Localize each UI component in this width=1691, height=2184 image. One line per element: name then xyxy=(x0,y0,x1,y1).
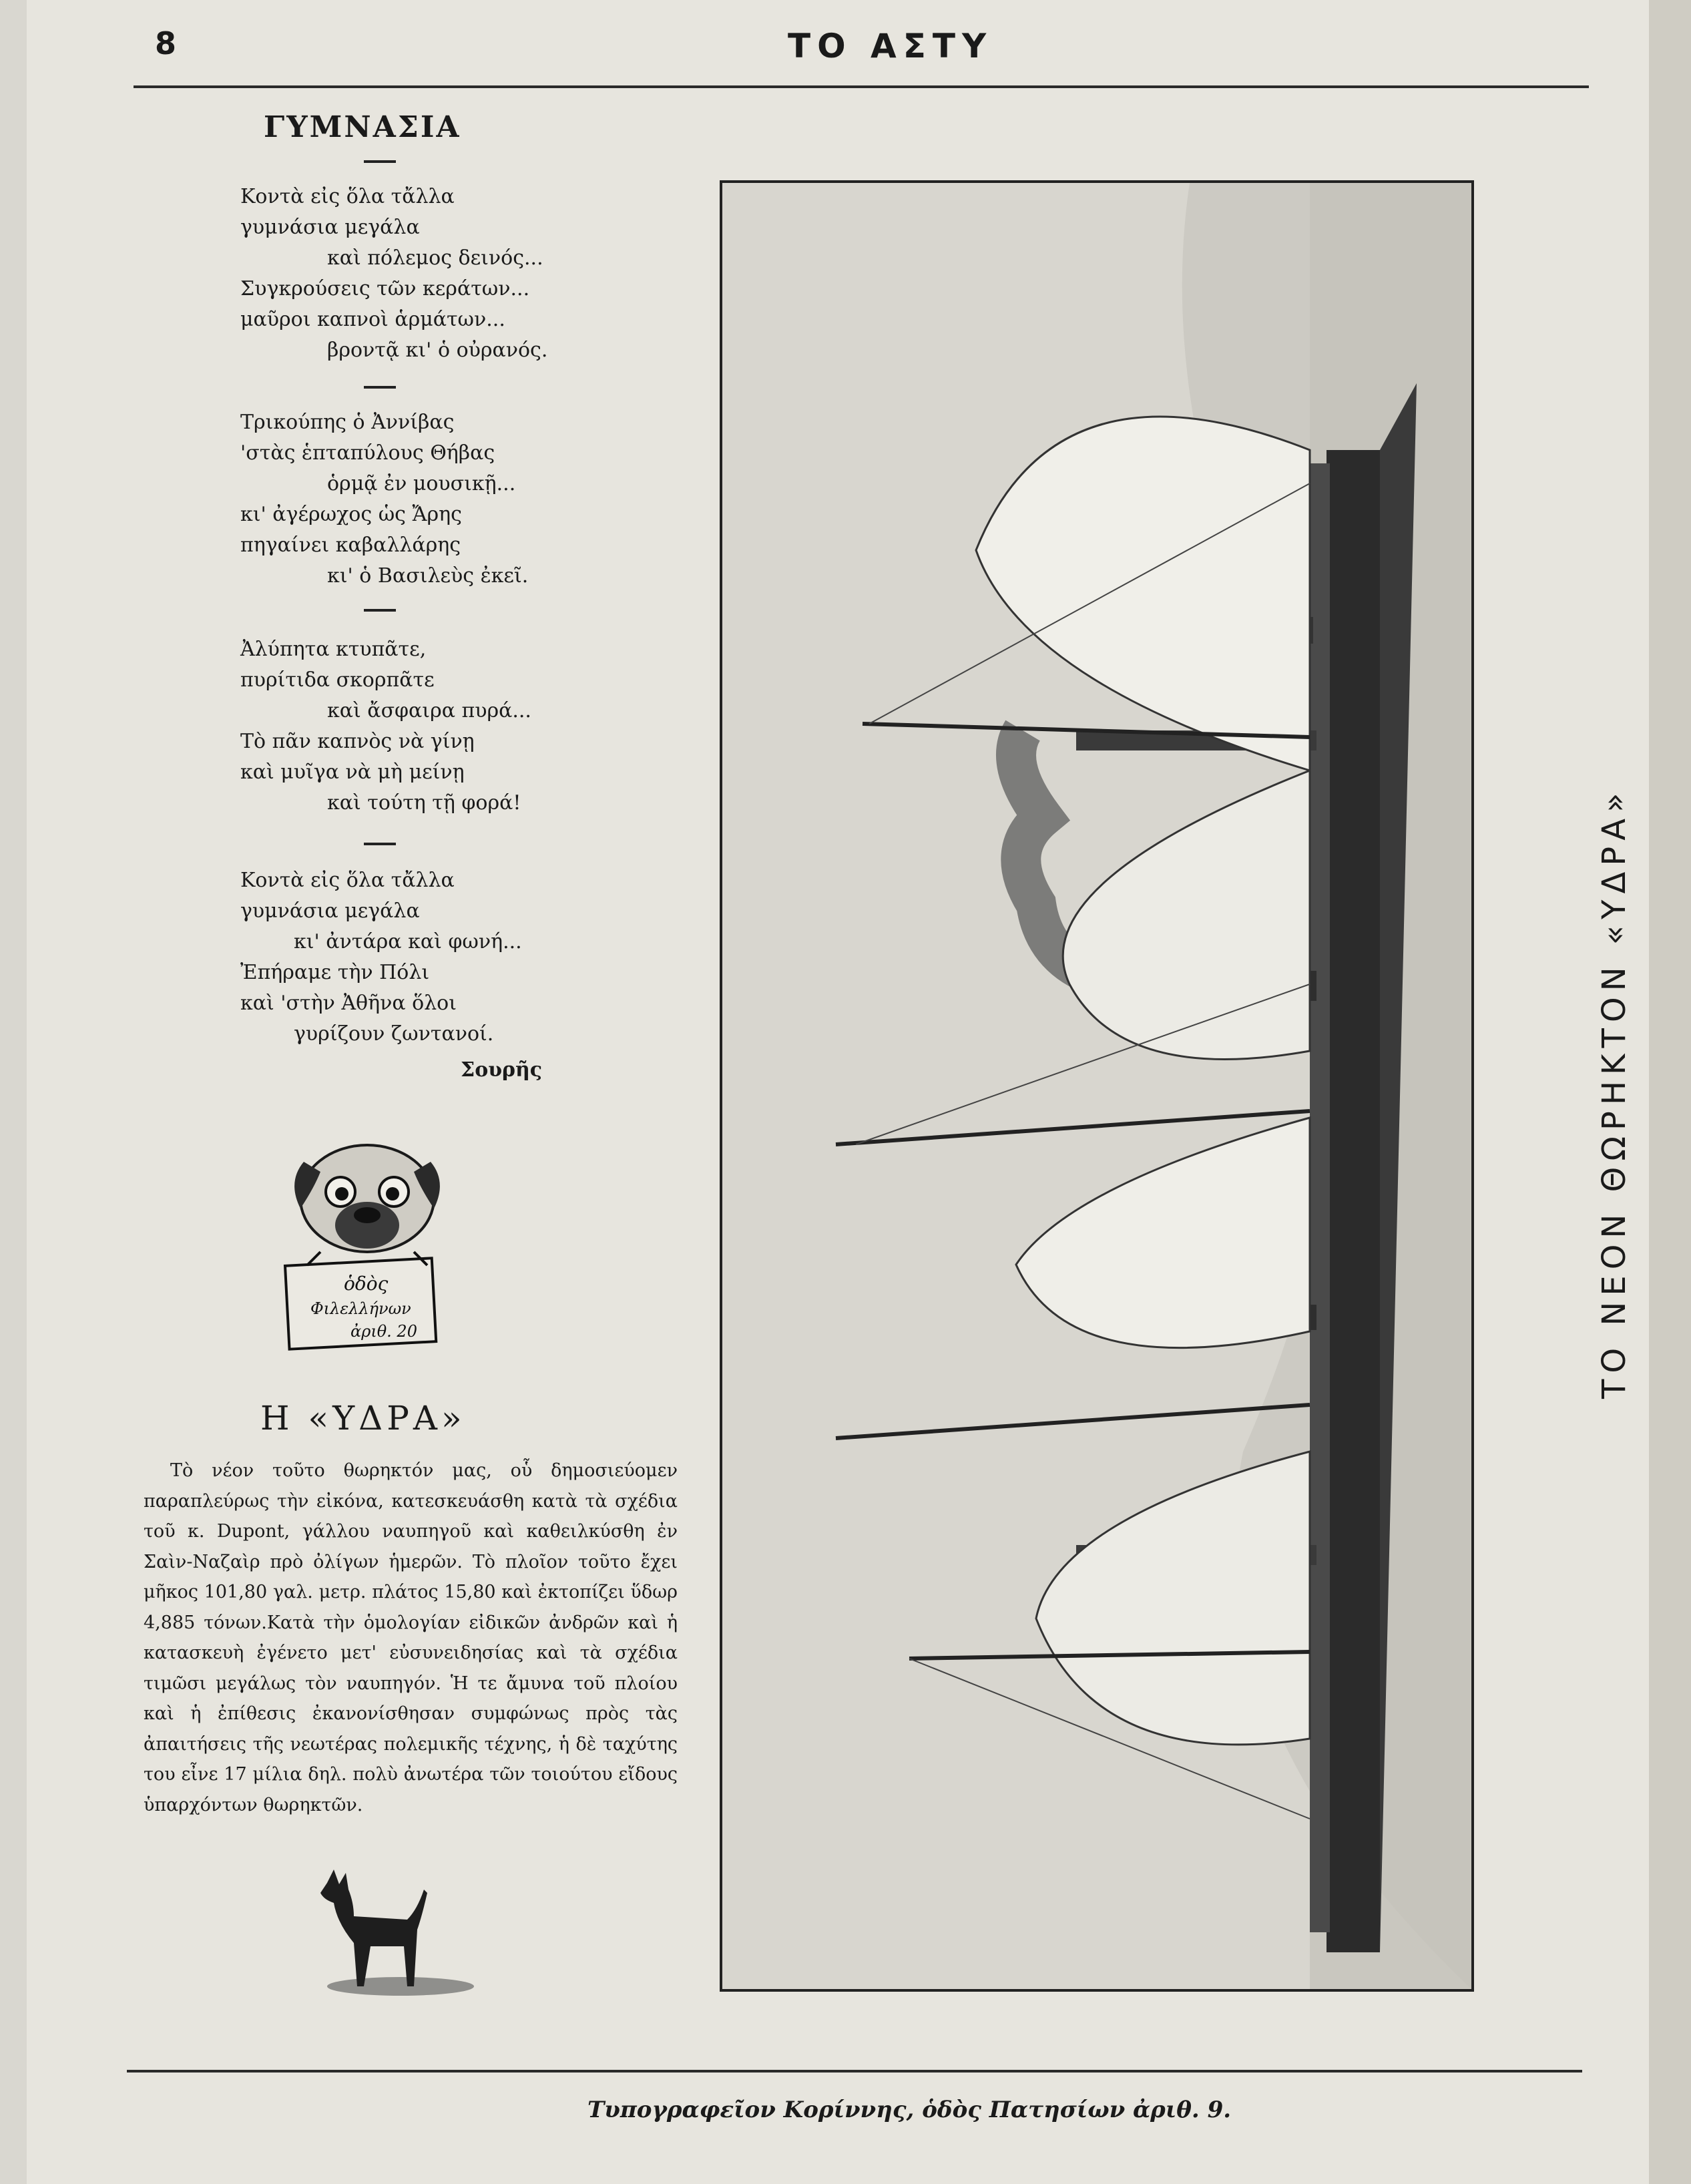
poem-line: Συγκρούσεις τῶν κεράτων... xyxy=(240,277,530,300)
poem-line: κι' ἀντάρα καὶ φωνή... xyxy=(294,930,522,953)
poem-line: βροντᾷ κι' ὁ οὐρανός. xyxy=(327,339,548,362)
poem-line: γυρίζουν ζωντανοί. xyxy=(294,1022,494,1046)
pug-pupil xyxy=(386,1187,399,1200)
poem-line: μαῦροι καπνοὶ ἁρμάτων... xyxy=(240,308,505,331)
poem-line: καὶ μυῖγα νὰ μὴ μείνῃ xyxy=(240,760,465,784)
pug-pupil xyxy=(335,1187,348,1200)
divider-dash xyxy=(364,160,396,163)
printer-imprint: Τυπογραφεῖον Κορίννης, ὁδὸς Πατησίων ἀριθ. 9. xyxy=(587,2097,1232,2123)
poem-line: Κοντὰ εἰς ὅλα τἄλλα xyxy=(240,869,455,892)
poem-stanza-2 xyxy=(240,407,528,592)
poem-line: καὶ ἄσφαιρα πυρά... xyxy=(327,699,531,722)
masthead: ΤΟ ΑΣΤΥ xyxy=(788,27,993,65)
divider-dash xyxy=(364,609,396,612)
ship-picture xyxy=(720,180,1474,1992)
picture-caption: ΤΟ ΝΕΟΝ ΘΩΡΗΚΤΟΝ «ΥΔΡΑ» xyxy=(1596,787,1633,1399)
poem-line: γυμνάσια μεγάλα xyxy=(240,899,420,923)
dog-silhouette xyxy=(320,1870,427,1986)
pug-illustration xyxy=(280,1135,454,1355)
pug-nose xyxy=(354,1207,381,1223)
article-paragraph: Τὸ νέον τοῦτο θωρηκτόν μας, οὗ δημοσιεύομεν παραπλεύρως τὴν εἰκόνα, κατεσκευάσθη κατὰ τὰ σχέδια τοῦ κ. Dupont, γάλλου ναυπηγοῦ καὶ καθειλκύσθη ἐν Σαὶν-Ναζαὶρ πρὸ ὀλίγων ἡμερῶν. Τὸ πλοῖον τοῦτο ἔχει μῆκος 101,80 γαλ. μετρ. πλάτος 15,80 καὶ ἐκτοπίζει ὕδωρ 4,885 τόνων.Κατὰ τὴν ὁμολογίαν εἰδικῶν ἀνδρῶν καὶ ἡ κατασκευὴ ἐγένετο μετ' εὐσυνειδησίας καὶ τὰ σχέδια τιμῶσι μεγάλως τὸν ναυπηγόν. Ἡ τε ἄμυνα τοῦ πλοίου καὶ ἡ ἐπίθεσις ἐκανονίσθησαν συμφώνως πρὸς τὰς ἀπαιτήσεις τῆς νεωτέρας πολεμικῆς τέχνης, ἡ δὲ ταχύτης του εἶνε 17 μίλια δηλ. πολὺ ἀνωτέρα τῶν τοιούτου εἴδους ὑπαρχόντων θωρηκτῶν. xyxy=(144,1460,678,1815)
article-title: Η «ΥΔΡΑ» xyxy=(260,1399,466,1438)
poem-line: πηγαίνει καβαλλάρης xyxy=(240,533,461,557)
dog-shadow xyxy=(327,1977,474,1996)
pug-sign-text-1: ὁδὸς xyxy=(344,1273,389,1295)
poem-line: Ἀλύπητα κτυπᾶτε, xyxy=(240,638,427,661)
poem-line: Τρικούπης ὁ Ἀννίβας xyxy=(240,411,455,434)
divider-dash xyxy=(364,386,396,389)
footer-rule xyxy=(127,2070,1582,2072)
pug-sign-text-3: ἀριθ. 20 xyxy=(350,1322,417,1341)
poem-line: κι' ἀγέρωχος ὡς Ἄρης xyxy=(240,503,462,526)
poem-signature: Σουρῆς xyxy=(461,1058,543,1082)
poem-line: Ἐπήραμε τὴν Πόλι xyxy=(240,961,430,984)
page-number: 8 xyxy=(155,25,177,61)
poem-stanza-3 xyxy=(240,634,531,819)
poem-line: Τὸ πᾶν καπνὸς νὰ γίνῃ xyxy=(240,730,475,753)
page-edge xyxy=(1649,0,1691,2184)
poem-line: 'στὰς ἑπταπύλους Θήβας xyxy=(240,441,495,465)
ship-deck xyxy=(1310,463,1330,1932)
poem-line: πυρίτιδα σκορπᾶτε xyxy=(240,668,435,692)
poem-title: ΓΥΜΝΑΣΙΑ xyxy=(264,110,461,144)
ship-hull xyxy=(1326,450,1380,1952)
dog-illustration xyxy=(307,1870,481,2003)
poem-line: κι' ὁ Βασιλεὺς ἐκεῖ. xyxy=(327,564,529,588)
poem-line: ὁρμᾷ ἐν μουσικῇ... xyxy=(327,472,516,495)
article-body xyxy=(144,1456,678,1820)
poem-line: γυμνάσια μεγάλα xyxy=(240,216,420,239)
poem-stanza-4 xyxy=(240,865,522,1050)
divider-dash xyxy=(364,843,396,845)
poem-line: καὶ τούτη τῇ φορά! xyxy=(327,791,521,815)
ship-engraving xyxy=(722,183,1471,1989)
poem-stanza-1 xyxy=(240,182,547,366)
header-rule xyxy=(134,85,1589,88)
poem-line: Κοντὰ εἰς ὅλα τἄλλα xyxy=(240,185,455,208)
pug-sign-text-2: Φιλελλήνων xyxy=(310,1299,411,1318)
poem-line: καὶ πόλεμος δεινός... xyxy=(327,246,543,270)
poem-line: καὶ 'στὴν Ἀθῆνα ὅλοι xyxy=(240,992,457,1015)
